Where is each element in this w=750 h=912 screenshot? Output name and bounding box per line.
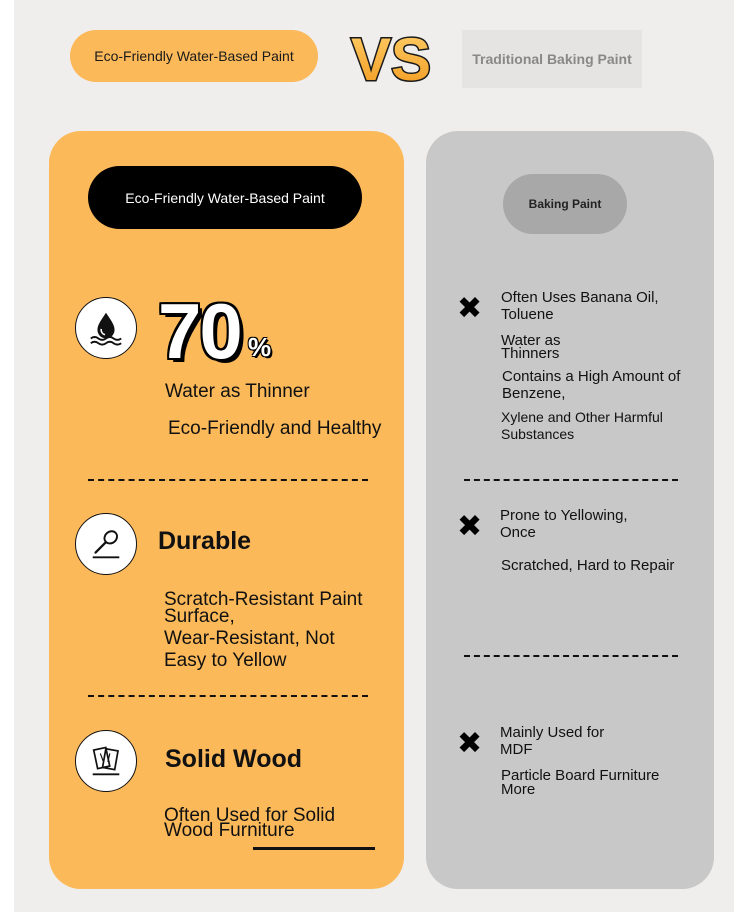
header-baking-paint-pill (462, 30, 642, 88)
baking-line: Thinners (501, 345, 560, 362)
x-icon: ✖ (457, 727, 483, 760)
divider (88, 695, 368, 697)
baking-paint-card-title-pill (503, 174, 627, 234)
solid-wood-line: Often Used for Solid (164, 805, 336, 826)
eco-paint-card-title-pill (88, 166, 362, 229)
baking-line: MDF (500, 741, 533, 758)
hammer-icon (75, 513, 137, 575)
baking-line: Benzene, (502, 385, 566, 402)
durable-line: Wear-Resistant, Not (164, 628, 335, 649)
durable-line: Easy to Yellow (164, 650, 287, 671)
solid-wood-heading: Solid Wood (165, 745, 303, 773)
baking-line: Scratched, Hard to Repair (501, 557, 675, 574)
baking-line: Particle Board Furniture (501, 767, 660, 784)
baking-line: Toluene (501, 306, 554, 323)
header-eco-paint-pill (70, 30, 318, 82)
baking-line: Water as (501, 332, 561, 349)
divider (88, 479, 368, 481)
baking-line: Prone to Yellowing, (500, 507, 628, 524)
baking-line: More (501, 781, 536, 798)
stat-unit: % (248, 332, 272, 362)
x-icon: ✖ (457, 510, 483, 543)
header-eco-paint-label: Eco-Friendly Water-Based Paint (94, 48, 294, 64)
underline-bar (253, 847, 375, 850)
durable-heading: Durable (158, 527, 252, 555)
durable-line: Scratch-Resistant Paint (164, 589, 363, 610)
divider (464, 479, 678, 481)
baking-line: Often Uses Banana Oil, (501, 289, 659, 306)
x-icon: ✖ (457, 292, 483, 325)
baking-line: Substances (501, 426, 575, 442)
stat-number: 70 (158, 287, 241, 375)
baking-paint-card-title: Baking Paint (528, 197, 602, 211)
baking-line: Contains a High Amount of (502, 368, 681, 385)
durable-line: Surface, (164, 606, 235, 627)
solid-wood-line: Wood Furniture (164, 820, 295, 841)
baking-line: Xylene and Other Harmful (501, 409, 663, 425)
wood-panel-icon (75, 730, 137, 792)
baking-line: Once (500, 524, 536, 541)
baking-line: Mainly Used for (500, 724, 605, 741)
eco-line: Water as Thinner (165, 381, 310, 402)
water-drop-icon (75, 297, 137, 359)
divider (464, 655, 678, 657)
vs-logo (343, 24, 438, 94)
vs-text: VS (350, 26, 432, 93)
eco-line: Eco-Friendly and Healthy (168, 418, 382, 439)
eco-paint-card-title: Eco-Friendly Water-Based Paint (125, 189, 325, 206)
header-baking-paint-label: Traditional Baking Paint (472, 51, 632, 67)
